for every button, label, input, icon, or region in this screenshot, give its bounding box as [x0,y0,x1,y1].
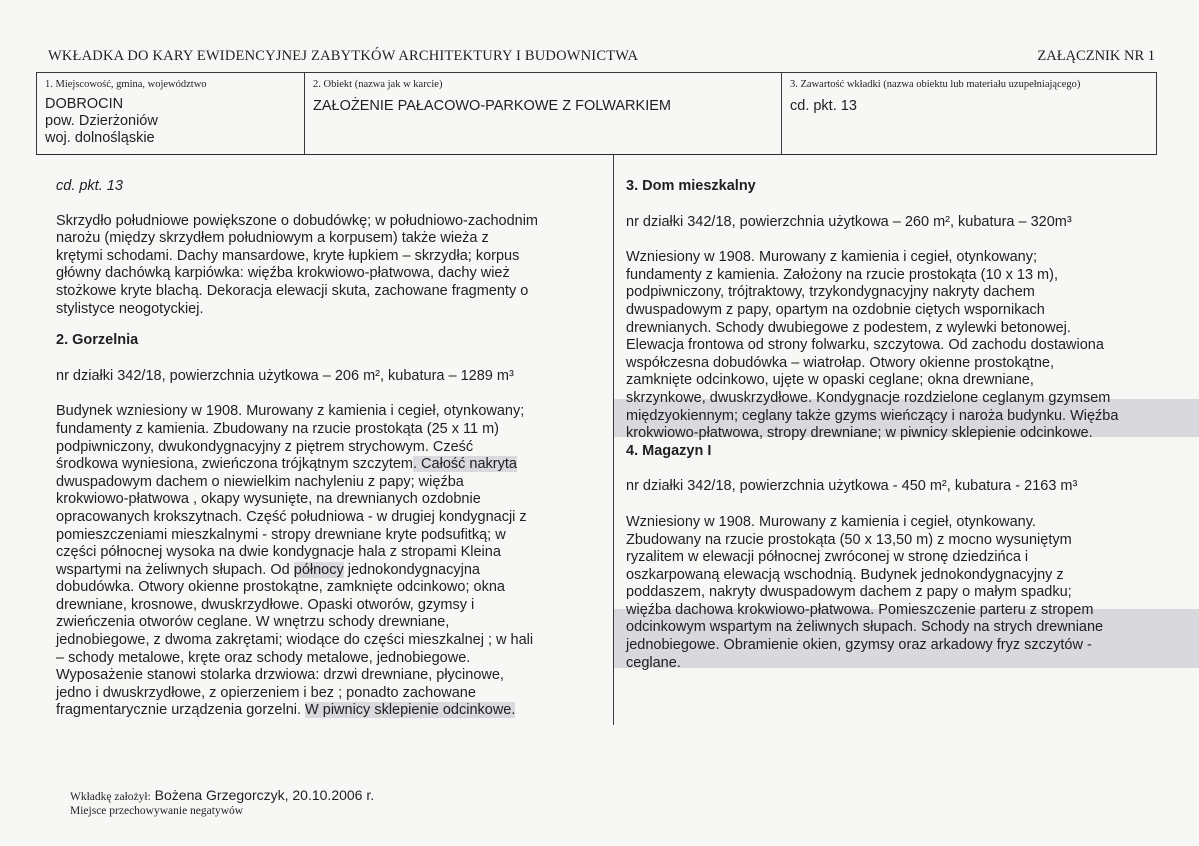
paragraph-line: międzyokiennym; ceglany także gzyms wieńczący i naroża budynku. Więźba [626,407,1119,424]
paragraph-line: więźba dachowa krokwiowo-płatwowa. Pomieszczenie parteru z stropem [626,601,1094,618]
parcel-info: nr działki 342/18, powierzchnia użytkowa – 206 m², kubatura – 1289 m³ [56,367,514,384]
paragraph-line: Wzniesiony w 1908. Murowany z kamienia i cegieł, otynkowany. [626,513,1036,530]
paragraph-line: fundamenty z kamienia. Zbudowany na rzucie prostokąta (25 x 11 m) [56,420,500,437]
paragraph-line: jednobiegowe, z dwoma zakrętami; wiodące do części mieszkalnej ; w hali [56,632,534,649]
paragraph-line: stożkowe kryte blachą. Dekoracja elewacji skuta, zachowane fragmenty o [56,282,529,299]
footer-author-label: Wkładkę założył: [70,791,151,803]
parcel-info: nr działki 342/18, powierzchnia użytkowa – 260 m², kubatura – 320m³ [626,213,1072,230]
paragraph-line: odcinkowym wspartym na żeliwnych słupach. Schody na strych drewniane [626,619,1104,636]
location-line: woj. dolnośląskie [45,130,155,146]
section-title-dom-mieszkalny: 3. Dom mieszkalny [626,178,756,194]
paragraph-line: wspartymi na żeliwnych słupach. Od [56,561,290,578]
paragraph-line: jednokondygnacyjna [343,561,480,578]
cell-object-label: 2. Obiekt (nazwa jak w karcie) [313,79,443,90]
left-column [56,178,606,720]
paragraph-line: główny dachówką karpiówka: więźba krokwiowo-płatwowa, dachy wież [56,265,510,282]
paragraph-line: oszkarpowaną elewacją wschodnią. Budynek jednokondygnacyjny z [626,566,1064,583]
paragraph-line: drewniane, krosnowe, dwuskrzydłowe. Opaski otworów, gzymsy i [56,596,475,613]
right-column [626,178,1186,672]
paragraph-line: współczesna dobudówka – wiatrołap. Otwory okienne prostokątne, [626,354,1054,371]
paragraph-line: ceglane. [626,654,681,671]
paragraph-line: dwuspadowym dachem o niewielkim nachyleniu z papy; więźba [56,473,464,490]
continuation-note: cd. pkt. 13 [56,178,123,194]
paragraph-line: Budynek wzniesiony w 1908. Murowany z kamienia i cegieł, otynkowany; [56,403,525,420]
attachment-number: ZAŁĄCZNIK NR 1 [1037,48,1155,64]
cell-contents-label: 3. Zawartość wkładki (nazwa obiektu lub materiału uzupełniającego) [790,79,1081,90]
highlighted-text: . Całość nakryta [413,456,517,473]
paragraph-line: stylistyce neogotyckiej. [56,300,204,317]
paragraph-line: dobudówka. Otwory okienne prostokątne, zamknięte odcinkowo; okna [56,579,505,596]
paragraph-line: Skrzydło południowe powiększone o dobudówkę; w południowo-zachodnim [56,212,539,229]
paragraph-line: drewnianych. Schody dwubiegowe z podestem, z wylewki betonowej. [626,319,1071,336]
paragraph-line: dwuspadowym z papy, opartym na ozdobnie ciętych wspornikach [626,301,1045,318]
cell-location [37,73,305,154]
cell-object-value: ZAŁOŻENIE PAŁACOWO-PARKOWE Z FOLWARKIEM [313,98,671,114]
highlighted-text: północy [293,561,344,578]
cell-location-label: 1. Miejscowość, gmina, województwo [45,79,207,90]
paragraph-line: skrzynkowe, dwuskrzydłowe. Kondygnacje rozdzielone ceglanym gzymsem [626,389,1111,406]
paragraph-line: Zbudowany na rzucie prostokąta (50 x 13,50 m) z mocno wysuniętym [626,531,1072,548]
paragraph-line: Elewacja frontowa od strony folwarku, szczytowa. Od zachodu dostawiona [626,337,1104,354]
footer-author [70,787,374,803]
paragraph-line: – schody metalowe, kręte oraz schody metalowe, jednobiegowe. [56,649,471,666]
document-title: WKŁADKA DO KARY EWIDENCYJNEJ ZABYTKÓW ARCHITEKTURY I BUDOWNICTWA [48,48,639,64]
paragraph-line: podpiwniczony, trójtraktowy, trzykondygnacyjny nakryty dachem [626,284,1035,301]
paragraph-line: zamknięte odcinkowo, ujęte w opaski ceglane; okna drewniane, [626,372,1034,389]
paragraph-line: Wyposażenie stanowi stolarka drzwiowa: drzwi drewniane, płycinowe, [56,667,504,684]
paragraph-line: fragmentarycznie urządzenia gorzelni. [56,702,302,719]
paragraph-line: środkowa wyniesiona, zwieńczona trójkątnym szczytem [56,456,413,473]
cell-contents [782,73,1156,154]
footer-author-value: Bożena Grzegorczyk, 20.10.2006 r. [154,787,375,803]
highlighted-text: W piwnicy sklepienie odcinkowe. [305,702,516,719]
cell-contents-value: cd. pkt. 13 [790,98,857,114]
paragraph-line: części północnej wysoka na dwie kondygnacje hala z stropami Kleina [56,544,501,561]
location-line: pow. Dzierżoniów [45,113,158,129]
paragraph-line: krokwiowo-płatwowa, stropy drewniane; w piwnicy sklepienie odcinkowe. [626,425,1093,442]
paragraph-line: krokwiowo-płatwowa , okapy wysunięte, na drewnianych ozdobnie [56,491,481,508]
location-line: DOBROCIN [45,96,124,112]
paragraph-line: opracowanych krokszytnach. Część południowa - w drugiej kondygnacji z [56,508,527,525]
cell-location-value [45,96,296,147]
paragraph-line: krętymi schodami. Dachy mansardowe, kryte łupkiem – skrzydła; korpus [56,247,520,264]
paragraph-line: pomieszczeniami mieszkalnymi - stropy drewniane kryte podsufitką; w [56,526,506,543]
header-table [36,72,1157,155]
section-title-magazyn: 4. Magazyn I [626,442,712,459]
paragraph-line: jednobiegowe. Obramienie okien, gzymsy oraz arkadowy fryz szczytów - [626,637,1092,654]
paragraph-line: poddaszem, nakryty dwuspadowym dachem z papy o małym spadku; [626,584,1072,601]
paragraph-line: jedno i dwuskrzydłowe, z opierzeniem i bez ; ponadto zachowane [56,684,476,701]
paragraph-line: narożu (między skrzydłem południowym a korpusem) także wieża z [56,230,489,247]
paragraph-line: fundamenty z kamienia. Założony na rzucie prostokąta (10 x 13 m), [626,266,1058,283]
paragraph-line: Wzniesiony w 1908. Murowany z kamienia i cegieł, otynkowany; [626,249,1038,266]
paragraph-line: zwieńczenia otworów ceglane. W wnętrzu schody drewniane, [56,614,450,631]
parcel-info: nr działki 342/18, powierzchnia użytkowa - 450 m², kubatura - 2163 m³ [626,478,1078,495]
cell-object [305,73,782,154]
footer-negatives: Miejsce przechowywanie negatywów [70,805,244,817]
paragraph-line: podpiwniczony, dwukondygnacyjny z piętrem strychowym. Cześć [56,438,474,455]
paragraph-line: ryzalitem w elewacji północnej zwróconej w stronę dziedzińca i [626,549,1029,566]
section-title-gorzelnia: 2. Gorzelnia [56,332,139,349]
